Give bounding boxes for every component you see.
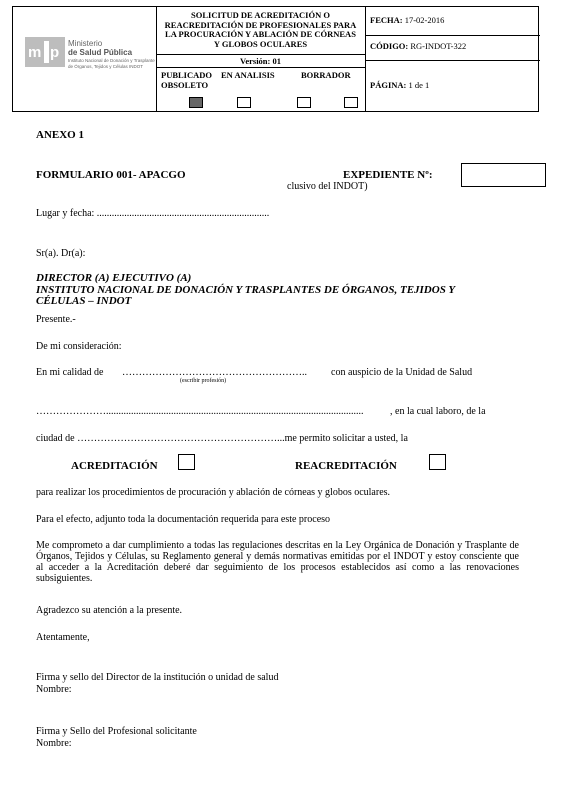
header-divider: [156, 54, 365, 55]
fecha-value: 17-02-2016: [404, 15, 445, 25]
calidad-end-text: con auspicio de la Unidad de Salud: [331, 367, 473, 378]
reacreditacion-label: REACREDITACIÓN: [295, 460, 397, 472]
pagina-value: 1 de 1: [408, 80, 430, 90]
fecha-field: [370, 16, 444, 25]
org-name: [68, 39, 156, 69]
fecha-label: FECHA:: [370, 15, 403, 25]
title-line: LA PROCURACIÓN Y ABLACIÓN DE CÓRNEAS: [165, 29, 356, 39]
header-divider: [365, 60, 540, 61]
svg-text:p: p: [50, 44, 60, 61]
firma-director-label: Firma y sello del Director de la institución o unidad de salud: [36, 672, 279, 683]
recipient-line: CÉLULAS – INDOT: [36, 295, 132, 307]
presente-text: Presente.-: [36, 314, 76, 325]
document-header: [12, 6, 539, 112]
codigo-value: RG-INDOT-322: [410, 41, 467, 51]
status-analisis-checkbox[interactable]: [237, 97, 251, 108]
status-publicado-label: PUBLICADO: [161, 70, 213, 80]
acreditacion-label: ACREDITACIÓN: [71, 460, 158, 472]
recipient-line: INSTITUTO NACIONAL DE DONACIÓN Y TRASPLANTES DE ÓRGANOS, TEJIDOS Y: [36, 283, 456, 296]
title-line: REACREDITACIÓN DE PROFESIONALES PARA: [164, 19, 357, 30]
org-subtitle: Instituto Nacional de Donación y Trasplante de Órganos, Tejidos y Células INDOT: [68, 58, 155, 69]
expediente-note: clusivo del INDOT): [287, 181, 368, 192]
status-analisis-label: EN ANALISIS: [221, 70, 275, 80]
header-divider: [365, 7, 366, 111]
para-realizar-text: para realizar los procedimientos de procuración y ablación de córneas y globos oculares.: [36, 487, 391, 498]
org-line1: Ministerio: [68, 39, 103, 48]
lugar-fecha-field[interactable]: Lugar y fecha: .....................................................................: [36, 208, 270, 219]
unidad-salud-field[interactable]: ………………….......................................................................................................: [36, 406, 364, 417]
status-obsoleto-checkbox[interactable]: [189, 97, 203, 108]
atentamente-text: Atentamente,: [36, 632, 90, 643]
title-line: Y GLOBOS OCULARES: [213, 38, 308, 49]
status-borrador-checkbox[interactable]: [344, 97, 358, 108]
consideracion-text: De mi consideración:: [36, 341, 122, 352]
status-obsoleto-label: OBSOLETO: [161, 80, 209, 90]
recipient-block: [36, 273, 455, 308]
pagina-field: [370, 81, 429, 90]
ciudad-field[interactable]: ciudad de ……………………………………………………...me permito solicitar a usted, la: [36, 433, 408, 444]
calidad-label: En mi calidad de: [36, 367, 104, 378]
expediente-label: EXPEDIENTE Nº:: [343, 169, 433, 181]
acreditacion-checkbox[interactable]: [178, 454, 195, 470]
pagina-label: PÁGINA:: [370, 80, 407, 90]
expediente-input[interactable]: [461, 163, 546, 187]
ministry-logo: [25, 37, 65, 67]
title-line: SOLICITUD DE ACREDITACIÓN O: [191, 10, 330, 20]
agradezco-text: Agradezco su atención a la presente.: [36, 605, 183, 616]
compromiso-paragraph: Me comprometo a dar cumplimiento a todas las regulaciones descritas en la Ley Orgánica de Donación y Trasplante de Órganos, Tejidos y Células, su Reglamento general y demás normativas emitidas por el INDOT y estoy consciente que al acceder a la Acreditación deberé dar seguimiento de los procesos establecidos así como a las renovaciones subsiguientes.: [36, 540, 519, 584]
header-divider: [156, 67, 365, 68]
formulario-heading: FORMULARIO 001- APACGO: [36, 169, 186, 181]
svg-text:m: m: [28, 44, 42, 61]
anexo-heading: ANEXO 1: [36, 129, 84, 141]
msp-logo-icon: [25, 37, 65, 67]
salutation: Sr(a). Dr(a):: [36, 248, 86, 259]
codigo-label: CÓDIGO:: [370, 41, 409, 51]
laboro-text: , en la cual laboro, de la: [390, 406, 486, 417]
header-divider: [365, 35, 540, 36]
nombre-director-label: Nombre:: [36, 684, 72, 695]
document-title: [156, 11, 365, 49]
codigo-field: [370, 42, 466, 51]
status-borrador-label: BORRADOR: [301, 70, 351, 80]
profesion-hint: (escribir profesión): [180, 378, 227, 384]
status-publicado-checkbox[interactable]: [297, 97, 311, 108]
reacreditacion-checkbox[interactable]: [429, 454, 446, 470]
nombre-profesional-label: Nombre:: [36, 738, 72, 749]
recipient-line: DIRECTOR (A) EJECUTIVO (A): [36, 272, 192, 284]
org-line2: de Salud Pública: [68, 48, 133, 57]
profesion-field[interactable]: ………………………………………………..: [122, 367, 307, 378]
para-efecto-text: Para el efecto, adjunto toda la documentación requerida para este proceso: [36, 514, 331, 525]
version-label: Versión: 01: [239, 56, 281, 66]
firma-profesional-label: Firma y Sello del Profesional solicitante: [36, 726, 197, 737]
